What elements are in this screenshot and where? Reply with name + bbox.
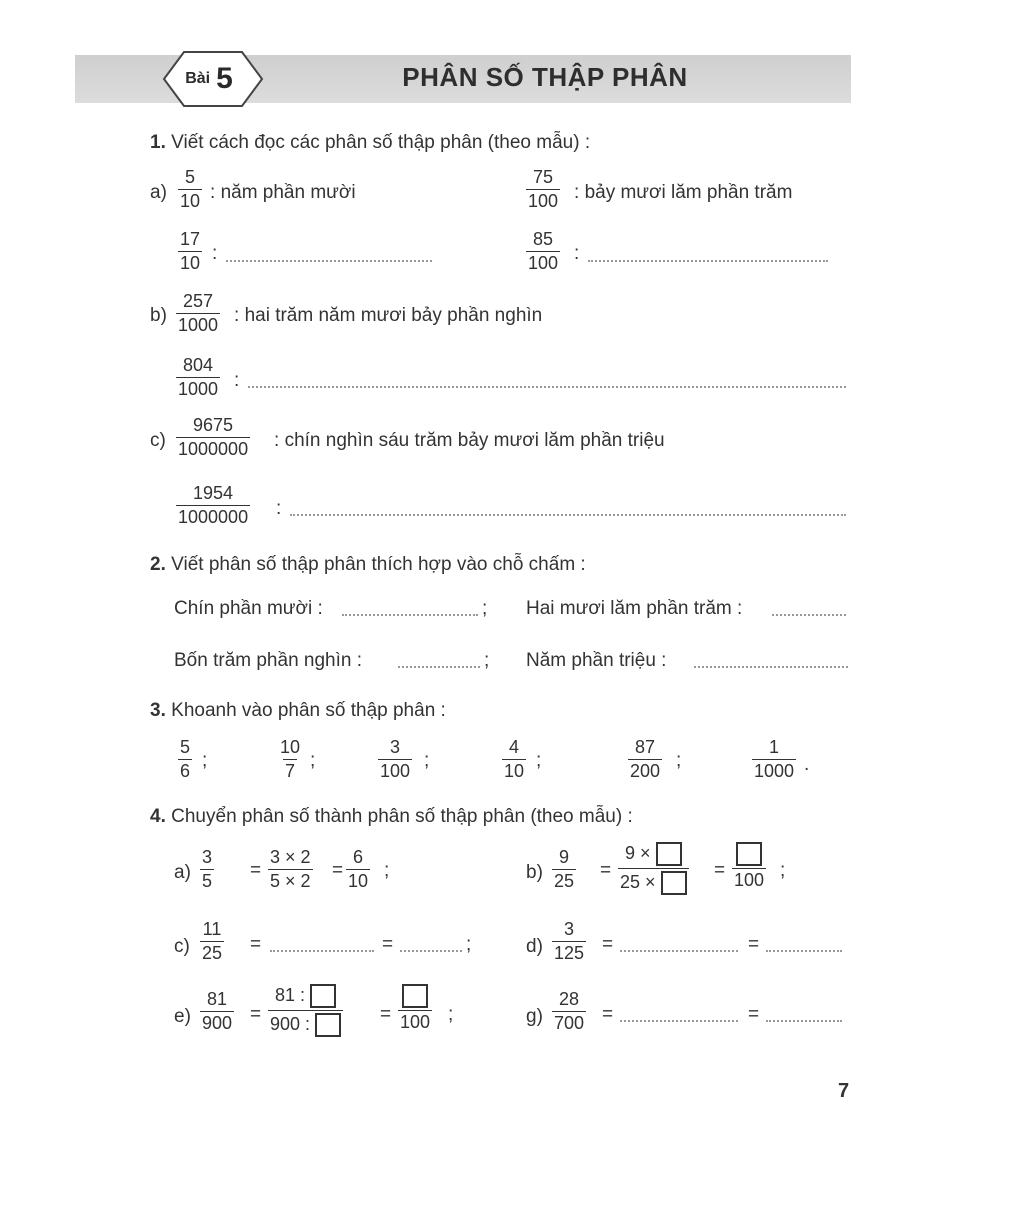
ex4-label-a: a) [174, 862, 191, 883]
equals: = [250, 860, 262, 881]
denominator: 1000 [178, 378, 219, 399]
denominator: 6 [180, 760, 191, 781]
numerator: 81 : [275, 984, 306, 1005]
ex4-label-g: g) [526, 1006, 543, 1027]
ex1-label-c: c) [150, 430, 166, 451]
ex4-a-step [268, 848, 313, 891]
ex4-c-fraction [200, 920, 224, 963]
page-number: 7 [838, 1080, 850, 1102]
numerator: 9 [559, 847, 570, 867]
ex2-item-2: Hai mươi lăm phần trăm : [526, 598, 743, 619]
ex4-d-answer-2[interactable] [766, 950, 842, 952]
fraction-75-100 [526, 168, 560, 211]
answer-box[interactable] [736, 842, 762, 866]
denominator: 25 [202, 942, 223, 963]
reading-text: chín nghìn sáu trăm bảy mươi lăm phần triệu [284, 430, 665, 451]
colon: : [234, 370, 240, 391]
denominator: 5 [202, 870, 213, 891]
fraction-5-10 [178, 168, 202, 211]
ex4-e-result [398, 984, 432, 1032]
ex3-fraction-3[interactable] [378, 738, 412, 781]
lesson-badge-label [150, 48, 268, 110]
ex3-fraction-1[interactable] [178, 738, 192, 781]
fraction-1954-1000000 [176, 484, 250, 527]
numerator: 257 [183, 291, 214, 311]
numerator: 9 × [625, 842, 651, 863]
ex4-sep: ; [448, 1004, 454, 1025]
ex3-sep: ; [310, 750, 316, 771]
denominator: 10 [504, 760, 525, 781]
ex2-answer-1[interactable] [342, 614, 478, 616]
ex2-prompt [150, 554, 586, 576]
colon: : [276, 498, 282, 519]
denominator: 10 [180, 252, 201, 273]
colon: : [574, 243, 580, 264]
denominator: 7 [285, 760, 296, 781]
ex4-label-d: d) [526, 936, 543, 957]
denominator: 700 [554, 1012, 585, 1033]
numerator: 6 [353, 847, 364, 867]
ex1-label-b: b) [150, 305, 167, 326]
badge-word: Bài [185, 70, 211, 87]
ex4-prompt-text: Chuyển phân số thành phân số thập phân (theo mẫu) : [171, 806, 633, 827]
reading-text: hai trăm năm mươi bảy phần nghìn [244, 305, 543, 326]
ex4-e-fraction [200, 990, 234, 1033]
ex4-g-answer-1[interactable] [620, 1020, 738, 1022]
fraction-17-10 [178, 230, 202, 273]
ex4-b-fraction [552, 848, 576, 891]
ex4-sep: ; [384, 860, 390, 881]
ex3-sep: ; [202, 750, 208, 771]
numerator: 87 [635, 737, 656, 757]
ex4-sep: ; [780, 860, 786, 881]
colon: : [274, 430, 280, 451]
ex4-b-step [618, 842, 689, 895]
numerator: 4 [509, 737, 520, 757]
numerator: 9675 [193, 415, 234, 435]
ex4-d-fraction [552, 920, 586, 963]
answer-line-8[interactable] [290, 514, 846, 516]
numerator: 804 [183, 355, 214, 375]
equals: = [250, 934, 262, 955]
ex4-label-c: c) [174, 936, 190, 957]
ex4-label-b: b) [526, 862, 543, 883]
ex2-sep-1: ; [482, 598, 488, 619]
denominator: 900 : [270, 1013, 311, 1034]
equals: = [602, 934, 614, 955]
ex3-fraction-4[interactable] [502, 738, 526, 781]
badge-number: 5 [216, 62, 233, 95]
ex2-item-1: Chín phần mười : [174, 598, 323, 619]
ex3-end: . [804, 754, 810, 775]
denominator: 10 [348, 870, 369, 891]
ex3-sep: ; [536, 750, 542, 771]
reading-7 [274, 430, 665, 452]
answer-line-3[interactable] [226, 260, 432, 262]
denominator: 100 [528, 190, 559, 211]
denominator: 900 [202, 1012, 233, 1033]
numerator: 17 [180, 229, 201, 249]
colon: : [574, 182, 580, 203]
ex3-fraction-2[interactable] [278, 738, 302, 781]
ex3-sep: ; [424, 750, 430, 771]
denominator: 1000000 [178, 438, 249, 459]
reading-2 [574, 182, 792, 204]
numerator: 10 [280, 737, 301, 757]
numerator: 11 [202, 919, 222, 939]
ex4-g-fraction [552, 990, 586, 1033]
denominator: 100 [400, 1012, 431, 1032]
colon: : [234, 305, 240, 326]
ex3-fraction-5[interactable] [628, 738, 662, 781]
ex1-label-a: a) [150, 182, 167, 203]
numerator: 3 × 2 [270, 847, 311, 867]
ex3-prompt-text: Khoanh vào phân số thập phân : [171, 700, 446, 721]
ex2-answer-2[interactable] [772, 614, 846, 616]
ex1-prompt [150, 132, 590, 154]
ex4-sep: ; [466, 934, 472, 955]
numerator: 3 [202, 847, 213, 867]
numerator: 75 [533, 167, 554, 187]
colon: : [212, 243, 218, 264]
numerator: 3 [564, 919, 575, 939]
denominator: 200 [630, 760, 661, 781]
denominator: 1000000 [178, 506, 249, 527]
ex4-e-step [268, 984, 343, 1037]
ex3-prompt [150, 700, 446, 722]
fraction-257-1000 [176, 292, 220, 335]
answer-box[interactable] [310, 984, 336, 1008]
page-title: PHÂN SỐ THẬP PHÂN [402, 62, 688, 92]
answer-line-4[interactable] [588, 260, 828, 262]
fraction-804-1000 [176, 356, 220, 399]
reading-5 [234, 305, 542, 327]
numerator: 1954 [193, 483, 234, 503]
ex2-prompt-text: Viết phân số thập phân thích hợp vào chỗ chấm : [171, 554, 586, 575]
numerator: 85 [533, 229, 554, 249]
ex4-g-answer-2[interactable] [766, 1020, 842, 1022]
ex4-label-e: e) [174, 1006, 191, 1027]
numerator: 81 [207, 989, 228, 1009]
ex4-prompt [150, 806, 633, 828]
equals: = [380, 1004, 392, 1025]
ex4-number: 4. [150, 806, 166, 827]
ex2-answer-4[interactable] [694, 666, 848, 668]
ex1-prompt-text: Viết cách đọc các phân số thập phân (theo mẫu) : [171, 132, 591, 153]
ex4-b-result [732, 842, 766, 890]
fraction-85-100 [526, 230, 560, 273]
numerator: 1 [769, 737, 780, 757]
ex4-c-answer-2[interactable] [400, 950, 462, 952]
equals: = [250, 1004, 262, 1025]
denominator: 100 [734, 870, 765, 890]
denominator: 5 × 2 [270, 870, 311, 891]
numerator: 5 [180, 737, 191, 757]
equals: = [602, 1004, 614, 1025]
reading-text: bảy mươi lăm phần trăm [584, 182, 793, 203]
ex4-a-result [346, 848, 370, 891]
numerator: 28 [559, 989, 580, 1009]
ex2-answer-3[interactable] [398, 666, 480, 668]
ex2-number: 2. [150, 554, 166, 575]
ex1-number: 1. [150, 132, 166, 153]
equals: = [748, 1004, 760, 1025]
equals: = [332, 860, 344, 881]
answer-box[interactable] [656, 842, 682, 866]
answer-box[interactable] [661, 871, 687, 895]
colon: : [210, 182, 216, 203]
ex3-number: 3. [150, 700, 166, 721]
reading-1 [210, 182, 356, 204]
denominator: 125 [554, 942, 585, 963]
ex2-sep-2: ; [484, 650, 490, 671]
ex4-c-answer-1[interactable] [270, 950, 374, 952]
ex3-sep: ; [676, 750, 682, 771]
ex2-item-4: Năm phần triệu : [526, 650, 667, 671]
numerator: 5 [185, 167, 196, 187]
fraction-9675-1000000 [176, 416, 250, 459]
reading-text: năm phần mười [220, 182, 356, 203]
equals: = [714, 860, 726, 881]
answer-box[interactable] [402, 984, 428, 1008]
denominator: 100 [528, 252, 559, 273]
answer-line-6[interactable] [248, 386, 846, 388]
denominator: 25 × [620, 871, 656, 892]
denominator: 10 [180, 190, 201, 211]
denominator: 1000 [178, 314, 219, 335]
numerator: 3 [390, 737, 401, 757]
denominator: 25 [554, 870, 575, 891]
equals: = [382, 934, 394, 955]
equals: = [748, 934, 760, 955]
equals: = [600, 860, 612, 881]
ex4-a-fraction [200, 848, 214, 891]
denominator: 1000 [754, 760, 795, 781]
ex2-item-3: Bốn trăm phần nghìn : [174, 650, 363, 671]
denominator: 100 [380, 760, 411, 781]
ex3-fraction-6[interactable] [752, 738, 796, 781]
ex4-d-answer-1[interactable] [620, 950, 738, 952]
answer-box[interactable] [315, 1013, 341, 1037]
